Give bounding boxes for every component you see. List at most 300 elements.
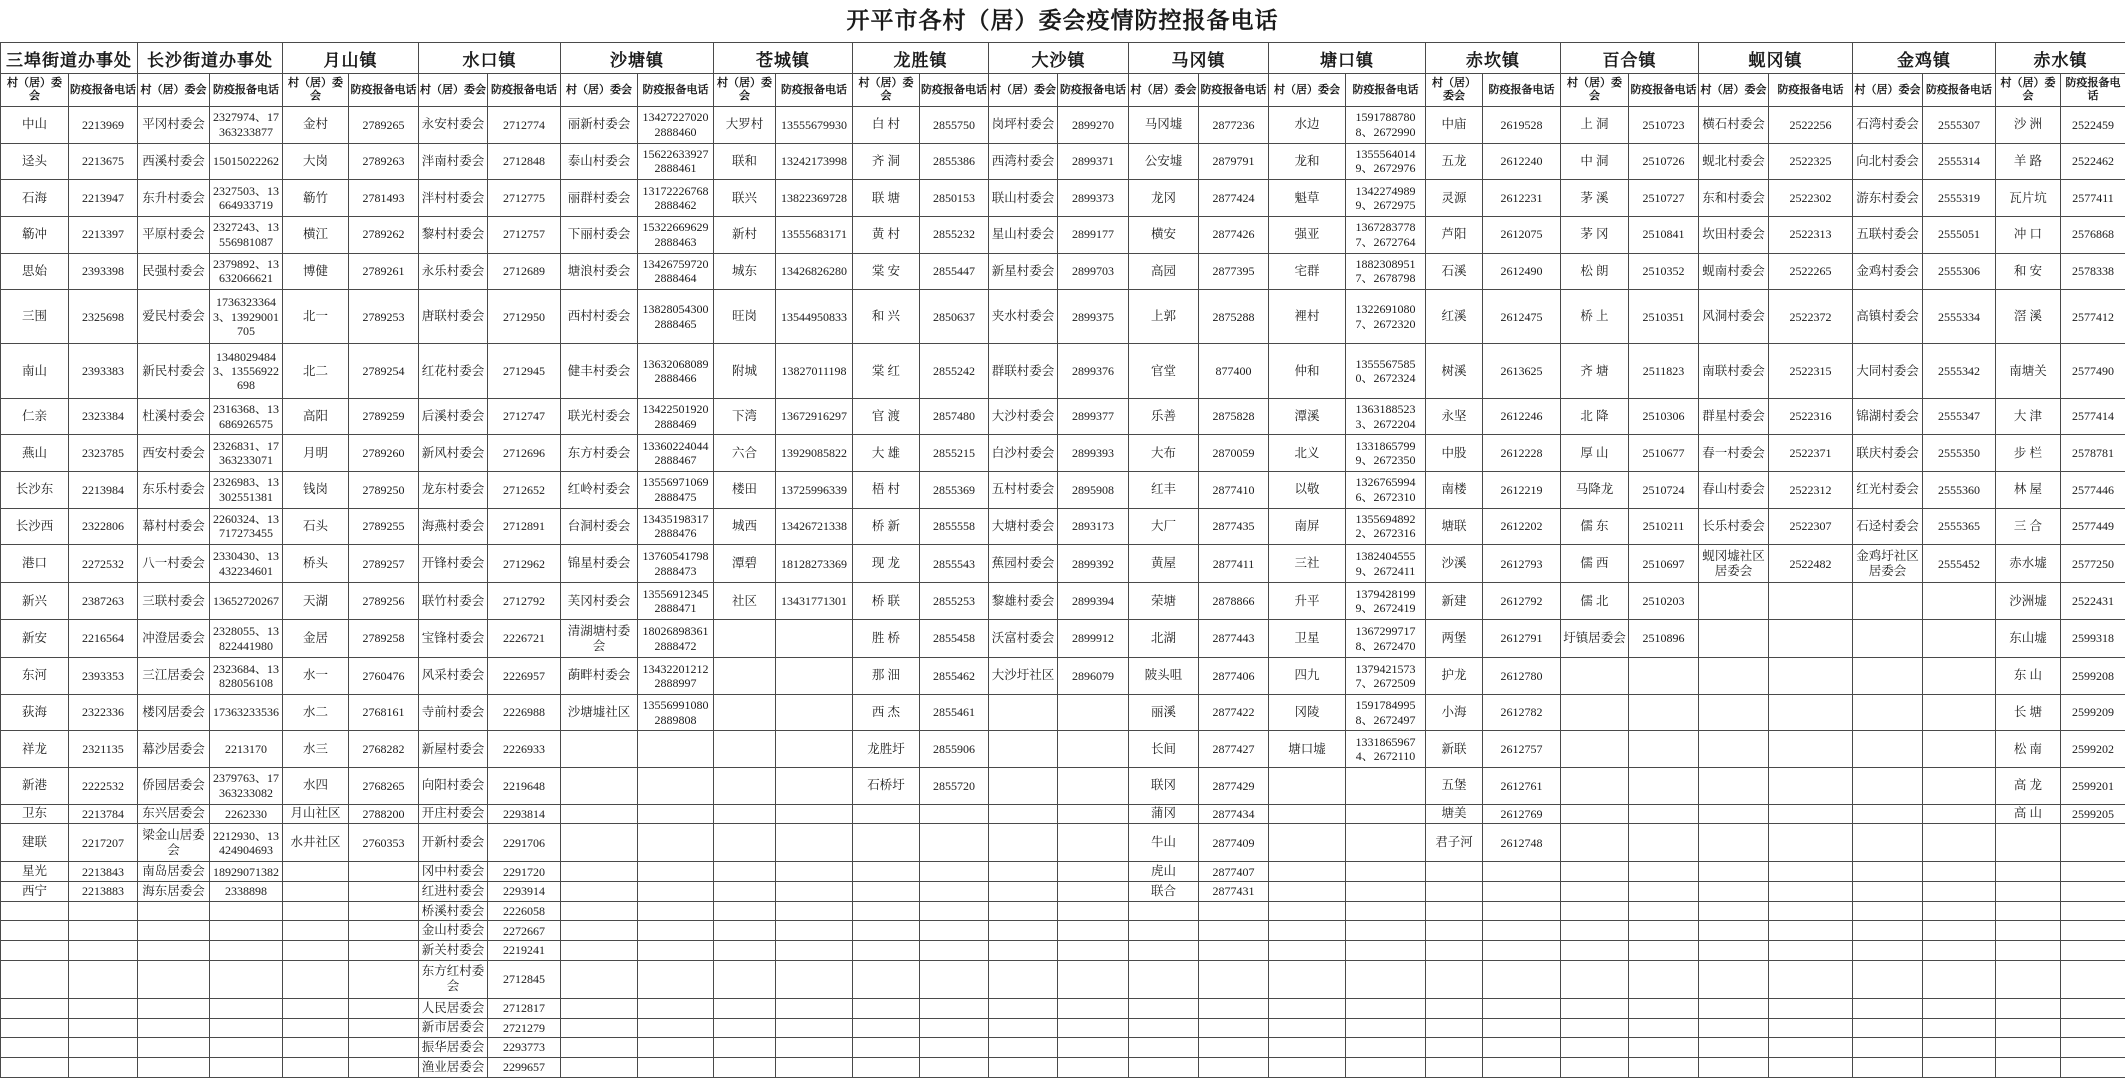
phone-cell xyxy=(1923,1038,1996,1058)
col-header-phone-8: 防疫报备电话 xyxy=(1199,74,1269,107)
village-cell xyxy=(1561,1057,1629,1077)
village-cell: 天湖 xyxy=(283,583,349,620)
phone-cell xyxy=(2061,960,2125,998)
phone-cell xyxy=(1199,921,1269,941)
village-cell xyxy=(1699,941,1769,961)
phone-cell: 13431771301 xyxy=(776,583,853,620)
village-cell xyxy=(853,1057,920,1077)
phone-cell xyxy=(1923,694,1996,731)
phone-cell: 15015022262 xyxy=(210,143,283,180)
village-cell: 牛山 xyxy=(1129,824,1199,862)
phone-cell: 2599201 xyxy=(2061,768,2125,805)
village-cell xyxy=(561,768,638,805)
village-cell xyxy=(283,882,349,902)
phone-cell: 13824045559、2672411 xyxy=(1346,545,1426,583)
village-cell: 棠 安 xyxy=(853,253,920,290)
phone-cell xyxy=(1769,862,1853,882)
village-cell: 沙溪 xyxy=(1426,545,1483,583)
phone-cell: 2325698 xyxy=(69,290,138,344)
phone-cell xyxy=(1199,960,1269,998)
village-cell: 梧 村 xyxy=(853,472,920,509)
village-cell: 平原村委会 xyxy=(138,216,210,253)
village-cell: 东升村委会 xyxy=(138,180,210,217)
phone-cell xyxy=(1058,960,1129,998)
phone-cell xyxy=(2061,1057,2125,1077)
phone-cell xyxy=(920,882,989,902)
phone-cell: 2555314 xyxy=(1923,143,1996,180)
village-cell: 荣塘 xyxy=(1129,583,1199,620)
village-cell xyxy=(1426,901,1483,921)
village-cell xyxy=(561,901,638,921)
village-cell xyxy=(138,960,210,998)
village-cell xyxy=(1996,960,2061,998)
village-cell: 风采村委会 xyxy=(419,658,488,695)
village-cell xyxy=(1426,1018,1483,1038)
phone-cell: 2877411 xyxy=(1199,545,1269,583)
phone-cell xyxy=(1058,804,1129,824)
village-cell: 蚬北村委会 xyxy=(1699,143,1769,180)
phone-cell: 2510726 xyxy=(1629,143,1699,180)
village-cell xyxy=(1699,768,1769,805)
phone-cell: 877400 xyxy=(1199,344,1269,398)
phone-cell xyxy=(1769,694,1853,731)
village-cell xyxy=(1699,960,1769,998)
village-cell: 群星村委会 xyxy=(1699,398,1769,435)
col-header-phone-7: 防疫报备电话 xyxy=(1058,74,1129,107)
phone-cell: 2555347 xyxy=(1923,398,1996,435)
phone-cell: 2789257 xyxy=(349,545,419,583)
village-cell: 城东 xyxy=(714,253,776,290)
phone-cell xyxy=(1483,998,1561,1018)
table-row xyxy=(1,290,2125,344)
village-cell: 龙东村委会 xyxy=(419,472,488,509)
phone-cell xyxy=(1923,731,1996,768)
phone-cell: 2875828 xyxy=(1199,398,1269,435)
village-cell xyxy=(714,882,776,902)
village-cell xyxy=(1699,620,1769,658)
village-cell xyxy=(1853,804,1923,824)
village-cell xyxy=(138,1038,210,1058)
phone-cell: 13318657999、2672350 xyxy=(1346,435,1426,472)
phone-cell: 15622633927 2888461 xyxy=(638,143,714,180)
village-cell: 中股 xyxy=(1426,435,1483,472)
phone-cell: 2599205 xyxy=(2061,804,2125,824)
village-cell xyxy=(283,1018,349,1038)
village-cell xyxy=(1129,1038,1199,1058)
phone-cell: 2768161 xyxy=(349,694,419,731)
phone-cell: 2789250 xyxy=(349,472,419,509)
village-cell: 新港 xyxy=(1,768,69,805)
col-header-village-5: 村（居）委会 xyxy=(714,74,776,107)
village-cell: 健丰村委会 xyxy=(561,344,638,398)
village-cell: 平冈村委会 xyxy=(138,107,210,144)
phone-cell: 2326983、13302551381 xyxy=(210,472,283,509)
col-header-village-14: 村（居）委会 xyxy=(1996,74,2061,107)
phone-cell xyxy=(638,731,714,768)
phone-cell: 2522302 xyxy=(1769,180,1853,217)
village-cell: 新联 xyxy=(1426,731,1483,768)
village-cell: 上 洞 xyxy=(1561,107,1629,144)
phone-cell: 2877407 xyxy=(1199,862,1269,882)
phone-cell: 2226058 xyxy=(488,901,561,921)
village-cell xyxy=(989,862,1058,882)
village-cell: 松 南 xyxy=(1996,731,2061,768)
phone-cell: 13556971069 2888475 xyxy=(638,472,714,509)
phone-cell: 2877426 xyxy=(1199,216,1269,253)
village-cell xyxy=(714,731,776,768)
phone-cell: 2877443 xyxy=(1199,620,1269,658)
phone-cell xyxy=(1629,1018,1699,1038)
village-cell: 石头 xyxy=(283,508,349,545)
phone-cell: 2712775 xyxy=(488,180,561,217)
phone-cell xyxy=(1769,882,1853,902)
village-cell xyxy=(1853,960,1923,998)
village-cell: 卫星 xyxy=(1269,620,1346,658)
village-cell: 芦阳 xyxy=(1426,216,1483,253)
phone-cell xyxy=(2061,862,2125,882)
village-cell xyxy=(1853,882,1923,902)
phone-cell: 2212930、13424904693 xyxy=(210,824,283,862)
village-cell xyxy=(1269,882,1346,902)
phone-cell xyxy=(1346,824,1426,862)
phone-cell: 2522316 xyxy=(1769,398,1853,435)
phone-cell xyxy=(920,901,989,921)
phone-cell xyxy=(1923,998,1996,1018)
col-header-phone-5: 防疫报备电话 xyxy=(776,74,853,107)
village-cell xyxy=(1699,694,1769,731)
village-cell: 仲和 xyxy=(1269,344,1346,398)
town-header-12: 蚬冈镇 xyxy=(1699,43,1853,74)
table-row xyxy=(1,1057,2125,1077)
phone-cell: 2555452 xyxy=(1923,545,1996,583)
phone-cell xyxy=(349,998,419,1018)
phone-cell: 2612761 xyxy=(1483,768,1561,805)
phone-cell: 2899912 xyxy=(1058,620,1129,658)
phone-cell xyxy=(1629,804,1699,824)
phone-cell: 2877410 xyxy=(1199,472,1269,509)
phone-cell xyxy=(1199,901,1269,921)
village-cell: 石海 xyxy=(1,180,69,217)
phone-cell xyxy=(349,1018,419,1038)
village-cell: 步 栏 xyxy=(1996,435,2061,472)
phone-cell: 2789258 xyxy=(349,620,419,658)
village-cell: 大布 xyxy=(1129,435,1199,472)
village-cell xyxy=(1561,694,1629,731)
phone-cell: 2393398 xyxy=(69,253,138,290)
village-cell: 联冈 xyxy=(1129,768,1199,805)
village-cell xyxy=(1426,998,1483,1018)
phone-cell: 2213947 xyxy=(69,180,138,217)
phone-cell: 13426721338 xyxy=(776,508,853,545)
phone-cell: 2226933 xyxy=(488,731,561,768)
phone-cell xyxy=(776,862,853,882)
village-cell: 三社 xyxy=(1269,545,1346,583)
phone-cell: 2612490 xyxy=(1483,253,1561,290)
phone-cell: 2877409 xyxy=(1199,824,1269,862)
phone-cell xyxy=(1629,941,1699,961)
phone-cell xyxy=(776,998,853,1018)
phone-cell: 2896079 xyxy=(1058,658,1129,695)
phone-cell xyxy=(2061,998,2125,1018)
town-header-0: 三埠街道办事处 xyxy=(1,43,138,74)
village-cell xyxy=(1269,901,1346,921)
village-cell: 永安村委会 xyxy=(419,107,488,144)
village-cell: 长乐村委会 xyxy=(1699,508,1769,545)
village-cell: 圩镇居委会 xyxy=(1561,620,1629,658)
village-cell xyxy=(1699,921,1769,941)
phone-cell: 2855462 xyxy=(920,658,989,695)
village-cell xyxy=(989,882,1058,902)
phone-cell xyxy=(776,620,853,658)
village-cell xyxy=(1699,901,1769,921)
phone-cell: 2877431 xyxy=(1199,882,1269,902)
table-row xyxy=(1,960,2125,998)
village-cell xyxy=(1269,824,1346,862)
village-cell xyxy=(283,998,349,1018)
table-row xyxy=(1,862,2125,882)
phone-cell: 2577250 xyxy=(2061,545,2125,583)
village-cell xyxy=(1269,1057,1346,1077)
phone-cell xyxy=(920,824,989,862)
phone-cell: 2555306 xyxy=(1923,253,1996,290)
village-cell: 城西 xyxy=(714,508,776,545)
village-cell: 大沙村委会 xyxy=(989,398,1058,435)
village-cell: 宝锋村委会 xyxy=(419,620,488,658)
phone-cell xyxy=(1923,804,1996,824)
village-cell: 联竹村委会 xyxy=(419,583,488,620)
town-header-7: 大沙镇 xyxy=(989,43,1129,74)
phone-cell: 2855558 xyxy=(920,508,989,545)
village-cell xyxy=(989,1038,1058,1058)
phone-cell xyxy=(349,960,419,998)
village-cell: 联庆村委会 xyxy=(1853,435,1923,472)
village-cell: 侨园居委会 xyxy=(138,768,210,805)
town-header-13: 金鸡镇 xyxy=(1853,43,1996,74)
table-row xyxy=(1,824,2125,862)
village-cell xyxy=(1,1038,69,1058)
village-cell xyxy=(561,998,638,1018)
village-cell xyxy=(714,998,776,1018)
phone-cell: 2522256 xyxy=(1769,107,1853,144)
village-cell: 南山 xyxy=(1,344,69,398)
town-header-1: 长沙街道办事处 xyxy=(138,43,283,74)
phone-cell: 13672997178、2672470 xyxy=(1346,620,1426,658)
phone-cell xyxy=(1483,901,1561,921)
phone-cell: 2855386 xyxy=(920,143,989,180)
table-row xyxy=(1,998,2125,1018)
phone-cell: 2522371 xyxy=(1769,435,1853,472)
phone-cell: 13360224044 2888467 xyxy=(638,435,714,472)
phone-cell: 2612075 xyxy=(1483,216,1561,253)
phone-cell: 2612780 xyxy=(1483,658,1561,695)
phone-cell: 2510677 xyxy=(1629,435,1699,472)
village-cell: 沙塘墟社区 xyxy=(561,694,638,731)
table-row xyxy=(1,882,2125,902)
village-cell: 金山村委会 xyxy=(419,921,488,941)
village-cell xyxy=(561,921,638,941)
phone-cell xyxy=(1629,921,1699,941)
phone-cell: 2768282 xyxy=(349,731,419,768)
phone-cell xyxy=(210,921,283,941)
village-cell: 大同村委会 xyxy=(1853,344,1923,398)
village-cell: 长间 xyxy=(1129,731,1199,768)
phone-cell: 2522313 xyxy=(1769,216,1853,253)
col-header-village-1: 村（居）委会 xyxy=(138,74,210,107)
table-row xyxy=(1,620,2125,658)
village-cell: 东方村委会 xyxy=(561,435,638,472)
phone-cell xyxy=(920,941,989,961)
col-header-village-13: 村（居）委会 xyxy=(1853,74,1923,107)
phone-cell: 13652720267 xyxy=(210,583,283,620)
village-cell xyxy=(989,1057,1058,1077)
phone-cell: 2260324、13717273455 xyxy=(210,508,283,545)
village-cell: 厚 山 xyxy=(1561,435,1629,472)
village-cell: 寺前村委会 xyxy=(419,694,488,731)
village-cell xyxy=(1129,998,1199,1018)
phone-cell: 2855232 xyxy=(920,216,989,253)
village-cell: 开庄村委会 xyxy=(419,804,488,824)
phone-table xyxy=(0,42,2125,1078)
village-cell: 西溪村委会 xyxy=(138,143,210,180)
phone-cell: 2327974、17363233877 xyxy=(210,107,283,144)
village-cell: 大岗 xyxy=(283,143,349,180)
phone-cell: 2712652 xyxy=(488,472,561,509)
phone-cell: 2612475 xyxy=(1483,290,1561,344)
phone-cell xyxy=(920,804,989,824)
village-cell: 桥 新 xyxy=(853,508,920,545)
phone-cell: 2578338 xyxy=(2061,253,2125,290)
village-cell: 东河 xyxy=(1,658,69,695)
village-cell xyxy=(714,921,776,941)
phone-cell: 2387263 xyxy=(69,583,138,620)
phone-cell: 2326831、17363233071 xyxy=(210,435,283,472)
phone-cell xyxy=(1769,960,1853,998)
phone-cell: 2510896 xyxy=(1629,620,1699,658)
village-cell xyxy=(1561,658,1629,695)
village-cell: 儒 北 xyxy=(1561,583,1629,620)
phone-cell: 2712689 xyxy=(488,253,561,290)
phone-cell xyxy=(1058,862,1129,882)
phone-cell xyxy=(776,882,853,902)
village-cell: 泮南村委会 xyxy=(419,143,488,180)
phone-cell xyxy=(1769,998,1853,1018)
phone-cell: 13794281999、2672419 xyxy=(1346,583,1426,620)
phone-cell: 2857480 xyxy=(920,398,989,435)
phone-cell xyxy=(69,921,138,941)
phone-cell xyxy=(1058,768,1129,805)
phone-cell: 2855215 xyxy=(920,435,989,472)
phone-cell xyxy=(2061,901,2125,921)
village-cell: 附城 xyxy=(714,344,776,398)
phone-cell xyxy=(1923,1057,1996,1077)
village-cell: 小海 xyxy=(1426,694,1483,731)
phone-cell: 2522459 xyxy=(2061,107,2125,144)
village-cell: 永坚 xyxy=(1426,398,1483,435)
village-cell: 横江 xyxy=(283,216,349,253)
phone-cell: 2712757 xyxy=(488,216,561,253)
phone-cell: 18929071382 xyxy=(210,862,283,882)
village-cell: 马降龙 xyxy=(1561,472,1629,509)
phone-cell: 2522315 xyxy=(1769,344,1853,398)
village-cell: 丽群村委会 xyxy=(561,180,638,217)
phone-cell xyxy=(1483,1057,1561,1077)
village-cell xyxy=(138,921,210,941)
village-cell xyxy=(1853,768,1923,805)
village-cell: 桥头 xyxy=(283,545,349,583)
village-cell: 星山村委会 xyxy=(989,216,1058,253)
phone-cell: 2272667 xyxy=(488,921,561,941)
col-header-village-6: 村（居）委会 xyxy=(853,74,920,107)
phone-cell: 2612219 xyxy=(1483,472,1561,509)
village-cell: 新星村委会 xyxy=(989,253,1058,290)
town-header-11: 百合镇 xyxy=(1561,43,1699,74)
village-cell: 石迳村委会 xyxy=(1853,508,1923,545)
phone-cell xyxy=(1199,941,1269,961)
village-cell xyxy=(1853,1057,1923,1077)
village-cell xyxy=(714,768,776,805)
phone-cell: 2768265 xyxy=(349,768,419,805)
phone-cell: 2213969 xyxy=(69,107,138,144)
village-cell: 君子河 xyxy=(1426,824,1483,862)
phone-cell xyxy=(1058,694,1129,731)
phone-cell xyxy=(1058,901,1129,921)
village-cell: 横安 xyxy=(1129,216,1199,253)
phone-cell: 13631885233、2672204 xyxy=(1346,398,1426,435)
phone-cell: 2555051 xyxy=(1923,216,1996,253)
village-cell: 北义 xyxy=(1269,435,1346,472)
village-cell xyxy=(1269,768,1346,805)
village-cell: 中庙 xyxy=(1426,107,1483,144)
col-header-village-4: 村（居）委会 xyxy=(561,74,638,107)
village-cell: 丽新村委会 xyxy=(561,107,638,144)
village-cell: 南楼 xyxy=(1426,472,1483,509)
village-cell: 虎山 xyxy=(1129,862,1199,882)
village-cell xyxy=(1561,768,1629,805)
village-cell xyxy=(1561,862,1629,882)
village-cell xyxy=(1426,1038,1483,1058)
village-cell xyxy=(283,901,349,921)
phone-cell: 2293814 xyxy=(488,804,561,824)
village-cell: 联 塘 xyxy=(853,180,920,217)
village-cell: 大沙圩社区 xyxy=(989,658,1058,695)
phone-cell: 2393353 xyxy=(69,658,138,695)
village-cell xyxy=(138,998,210,1018)
phone-cell xyxy=(1629,824,1699,862)
phone-cell: 2272532 xyxy=(69,545,138,583)
village-cell: 芙冈村委会 xyxy=(561,583,638,620)
village-cell xyxy=(1853,658,1923,695)
village-cell: 五村村委会 xyxy=(989,472,1058,509)
village-cell xyxy=(1561,921,1629,941)
phone-cell xyxy=(2061,824,2125,862)
village-cell xyxy=(714,1038,776,1058)
phone-cell xyxy=(1483,862,1561,882)
village-cell: 红丰 xyxy=(1129,472,1199,509)
phone-cell xyxy=(1629,882,1699,902)
town-header-10: 赤坎镇 xyxy=(1426,43,1561,74)
phone-cell: 13422501920 2888469 xyxy=(638,398,714,435)
phone-cell xyxy=(1483,1018,1561,1038)
col-header-village-2: 村（居）委会 xyxy=(283,74,349,107)
phone-cell xyxy=(920,1057,989,1077)
phone-cell xyxy=(1629,901,1699,921)
village-cell: 红溪 xyxy=(1426,290,1483,344)
village-cell: 月山社区 xyxy=(283,804,349,824)
table-row xyxy=(1,253,2125,290)
phone-cell: 2555307 xyxy=(1923,107,1996,144)
village-cell: 魁草 xyxy=(1269,180,1346,217)
phone-cell xyxy=(1346,768,1426,805)
